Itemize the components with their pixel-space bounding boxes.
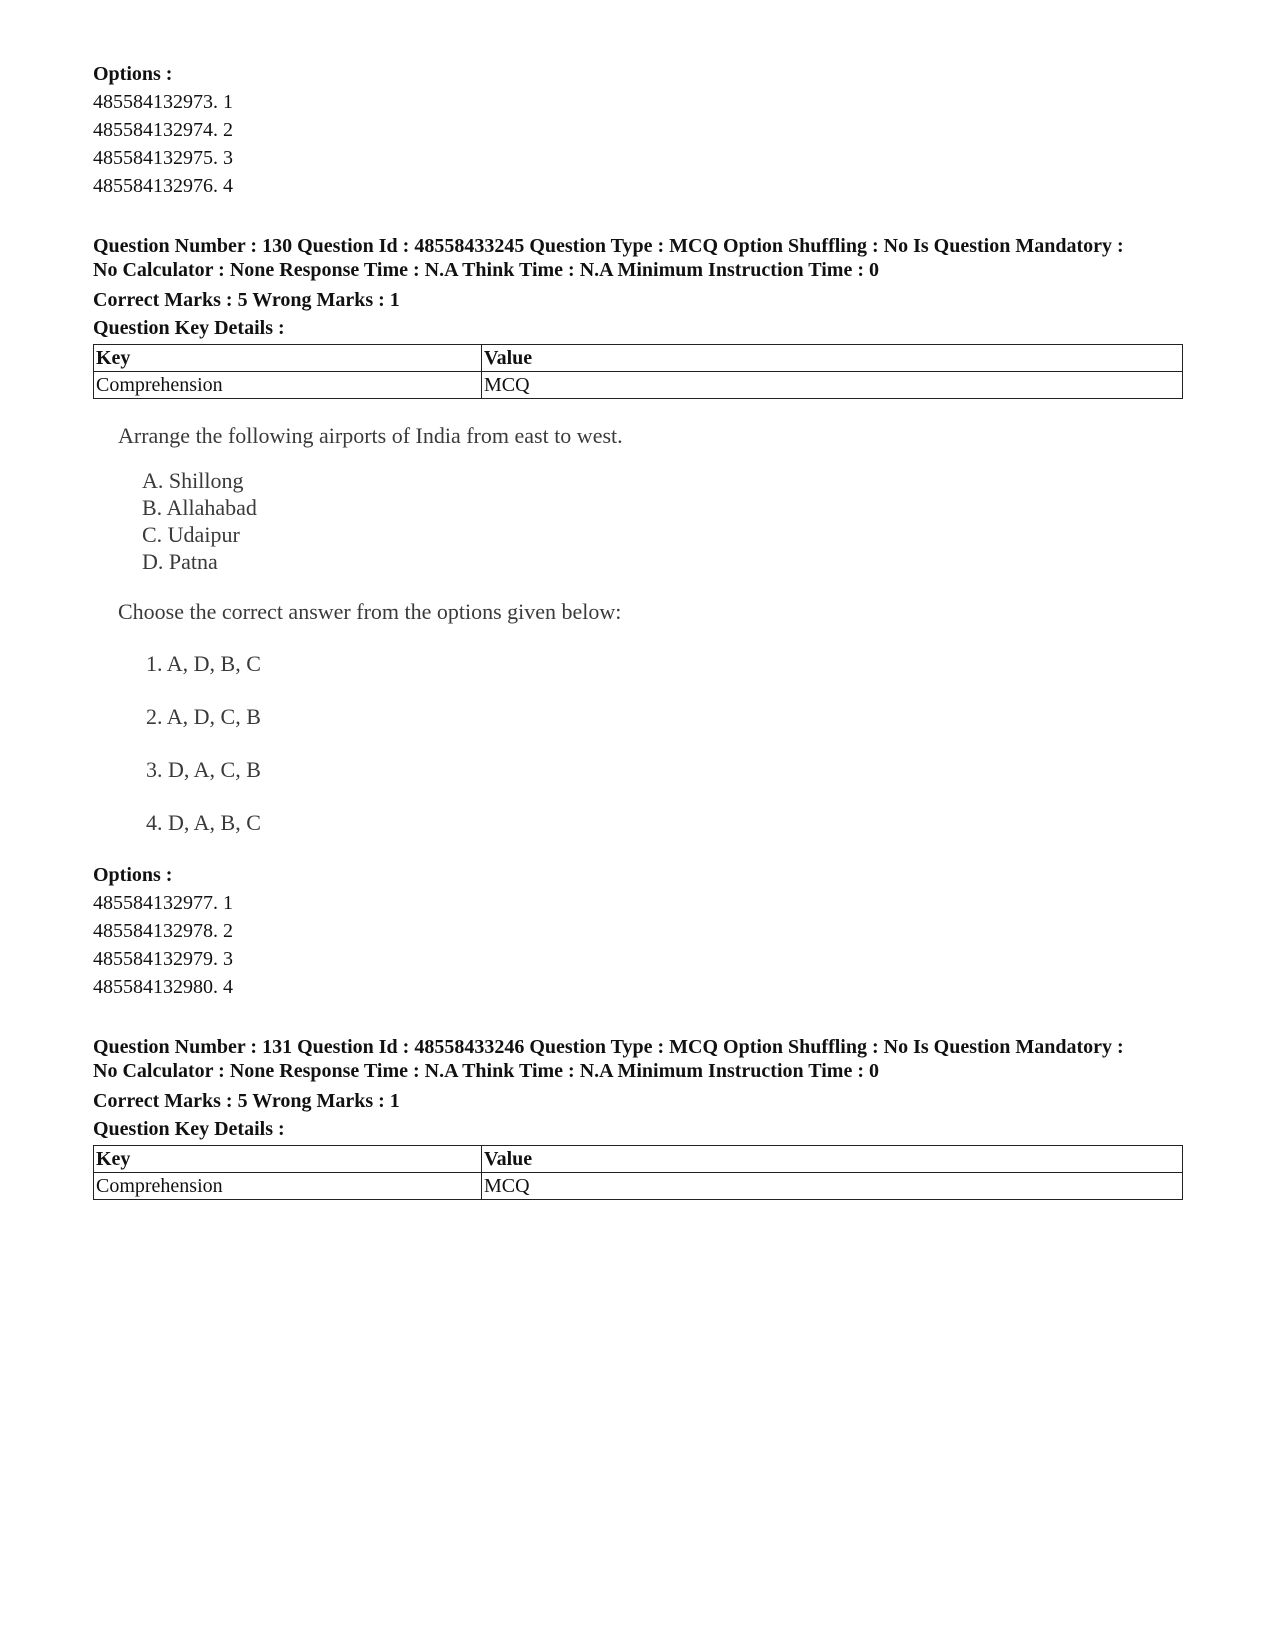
option-item: 485584132975. 3 <box>93 147 233 169</box>
key-details-label: Question Key Details : <box>93 1118 285 1140</box>
table-header-value: Value <box>482 345 1183 372</box>
options-label: Options : <box>93 63 173 85</box>
option-item: 485584132974. 2 <box>93 119 233 141</box>
question-header <box>93 1035 1183 1083</box>
question-item: B. Allahabad <box>142 495 257 520</box>
question-choose-instruction: Choose the correct answer from the options given below: <box>118 599 622 624</box>
table-cell-key: Comprehension <box>94 372 482 399</box>
key-details-table <box>93 1145 1183 1200</box>
question-header-line1: Question Number : 131 Question Id : 48558433246 Question Type : MCQ Option Shuffling : No Is Question Mandatory : <box>93 1036 1124 1058</box>
table-header-value: Value <box>482 1146 1183 1173</box>
question-item: D. Patna <box>142 549 218 574</box>
question-choice: 4. D, A, B, C <box>146 810 261 835</box>
option-item: 485584132977. 1 <box>93 892 233 914</box>
options-block-prev <box>93 60 1183 200</box>
table-row <box>94 372 1183 399</box>
question-header-line2: No Calculator : None Response Time : N.A Think Time : N.A Minimum Instruction Time : 0 <box>93 259 879 281</box>
question-131 <box>93 1035 1183 1200</box>
marks-line: Correct Marks : 5 Wrong Marks : 1 <box>93 289 400 311</box>
key-details-label: Question Key Details : <box>93 317 285 339</box>
option-item: 485584132978. 2 <box>93 920 233 942</box>
option-item: 485584132980. 4 <box>93 976 233 998</box>
key-details-table <box>93 344 1183 399</box>
question-130 <box>93 234 1183 1001</box>
options-label: Options : <box>93 864 173 886</box>
option-item: 485584132979. 3 <box>93 948 233 970</box>
question-choices <box>118 649 1183 838</box>
table-row <box>94 1173 1183 1200</box>
options-block-130 <box>93 861 1183 1001</box>
question-choice: 1. A, D, B, C <box>146 651 261 676</box>
table-header-row <box>94 1146 1183 1173</box>
document-page <box>93 60 1183 1200</box>
table-header-row <box>94 345 1183 372</box>
table-cell-value: MCQ <box>482 1173 1183 1200</box>
question-item: C. Udaipur <box>142 522 240 547</box>
question-header-line1: Question Number : 130 Question Id : 48558433245 Question Type : MCQ Option Shuffling : No Is Question Mandatory : <box>93 235 1124 257</box>
question-header <box>93 234 1183 282</box>
table-header-key: Key <box>94 345 482 372</box>
option-item: 485584132976. 4 <box>93 175 233 197</box>
question-choice: 3. D, A, C, B <box>146 757 261 782</box>
question-items <box>118 467 1183 575</box>
question-stem: Arrange the following airports of India from east to west. <box>118 423 623 448</box>
question-item: A. Shillong <box>142 468 244 493</box>
option-item: 485584132973. 1 <box>93 91 233 113</box>
question-choice: 2. A, D, C, B <box>146 704 261 729</box>
question-body-image <box>93 421 1183 838</box>
marks-line: Correct Marks : 5 Wrong Marks : 1 <box>93 1090 400 1112</box>
question-header-line2: No Calculator : None Response Time : N.A Think Time : N.A Minimum Instruction Time : 0 <box>93 1060 879 1082</box>
table-cell-key: Comprehension <box>94 1173 482 1200</box>
table-cell-value: MCQ <box>482 372 1183 399</box>
table-header-key: Key <box>94 1146 482 1173</box>
